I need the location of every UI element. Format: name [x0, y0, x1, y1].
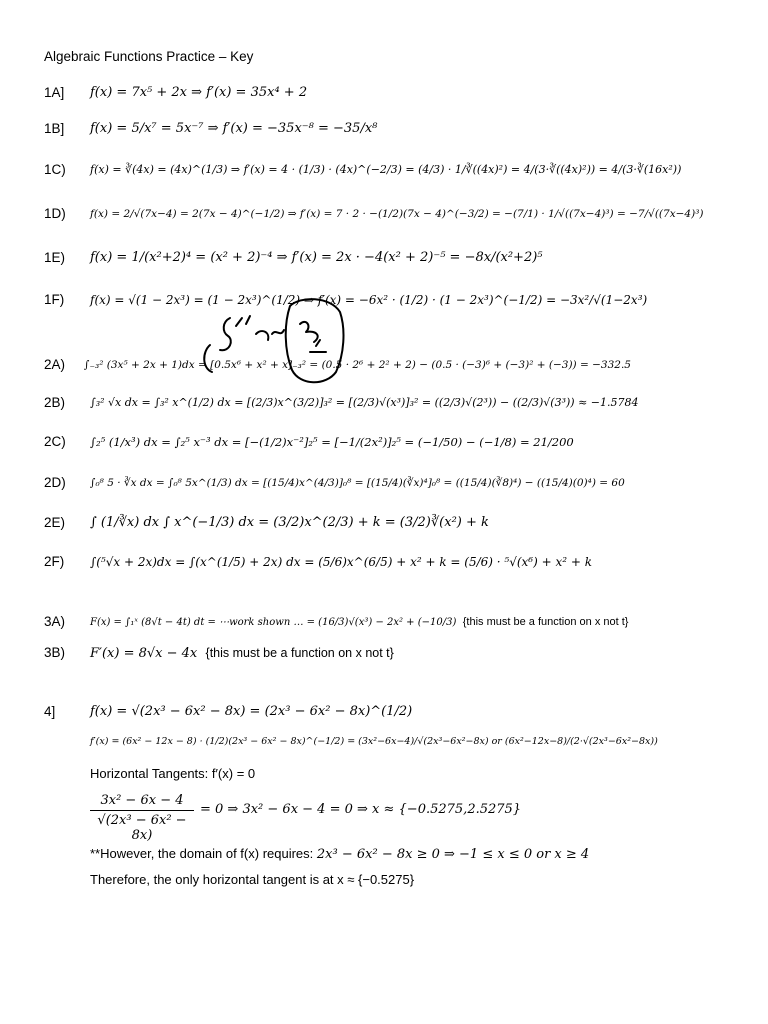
- problem-expression: f(x) = 5/x⁷ = 5x⁻⁷ ⇒ f′(x) = −35x⁻⁸ = −35/x⁸: [90, 121, 378, 136]
- problem-expression: ∫₀⁸ 5 · ∛x dx = ∫₀⁸ 5x^(1/3) dx = [(15/4)x^(4/3)]₀⁸ = [(15/4)(∛x)⁴]₀⁸ = ((15/4)(∛8)⁴) − ((15/4)(0)⁴) = 60: [90, 477, 625, 489]
- problem-label: 2F): [44, 554, 65, 569]
- q4-domain-math: 2x³ − 6x² − 8x ≥ 0 ⇒ −1 ≤ x ≤ 0 or x ≥ 4: [316, 847, 590, 862]
- problem-note: {this must be a function on x not t}: [205, 646, 394, 660]
- problem-expression: f(x) = 1/(x²+2)⁴ = (x² + 2)⁻⁴ ⇒ f′(x) = 2x · −4(x² + 2)⁻⁵ = −8x/(x²+2)⁵: [90, 250, 543, 265]
- q4-domain-line: [90, 846, 589, 862]
- q4-domain-text: **However, the domain of f(x) requires:: [90, 846, 314, 861]
- problem-label: 2D): [44, 475, 66, 490]
- problem-3a: [44, 607, 764, 637]
- problem-2d: [44, 468, 764, 498]
- problem-label: 1A]: [44, 85, 65, 100]
- problem-note: {this must be a function on x not t}: [462, 616, 629, 628]
- problem-2f: [44, 547, 764, 577]
- page-title: Algebraic Functions Practice – Key: [44, 49, 254, 64]
- problem-label: 2C): [44, 434, 66, 449]
- problem-label: 1C): [44, 162, 66, 177]
- problem-expression: ∫₋₃² (3x⁵ + 2x + 1)dx = [0.5x⁶ + x² + x]₋₃² = (0.5 · 2⁶ + 2² + 2) − (0.5 · (−3)⁶ + (−3)² + (−3)) = −332.5: [84, 359, 631, 371]
- problem-1a: [44, 78, 764, 108]
- problem-label: 3B): [44, 645, 66, 660]
- problem-expression: ∫₂⁵ (1/x³) dx = ∫₂⁵ x⁻³ dx = [−(1/2)x⁻²]₂⁵ = [−1/(2x²)]₂⁵ = (−1/50) − (−1/8) = 21/200: [90, 435, 574, 449]
- problem-label: 4]: [44, 704, 56, 719]
- problem-3b: [44, 638, 764, 668]
- q4-derivative: f′(x) = (6x² − 12x − 8) · (1/2)(2x³ − 6x² − 8x)^(−1/2) = (3x²−6x−4)/√(2x³−6x²−8x) or (6x²−12x−8)/(2·√(2x³−6x²−8x)): [90, 736, 658, 747]
- problem-1f: [44, 285, 764, 315]
- problem-expression: f(x) = 2/√(7x−4) = 2(7x − 4)^(−1/2) ⇒ f′(x) = 7 · 2 · −(1/2)(7x − 4)^(−3/2) = −(7/1) · 1/√((7x−4)³) = −7/√((7x−4)³): [90, 208, 704, 220]
- problem-label: 1D): [44, 206, 66, 221]
- problem-2c: [44, 427, 764, 457]
- problem-label: 2A): [44, 357, 66, 372]
- problem-expression: f(x) = 7x⁵ + 2x ⇒ f′(x) = 35x⁴ + 2: [90, 85, 308, 100]
- problem-1e: [44, 243, 764, 273]
- scribble-dx: [256, 330, 284, 340]
- q4-fraction: [90, 793, 194, 843]
- q4-fraction-numerator: 3x² − 6x − 4: [100, 793, 184, 808]
- problem-expression-text: F′(x) = 8√x − 4x: [90, 646, 198, 661]
- problem-4: [44, 697, 764, 727]
- problem-1d: [44, 199, 764, 229]
- problem-2e: [44, 508, 764, 538]
- problem-expression: ∫ (1/∛x) dx ∫ x^(−1/3) dx = (3/2)x^(2/3) + k = (3/2)∛(x²) + k: [90, 515, 489, 530]
- q4-fraction-denominator: √(2x³ − 6x² − 8x): [97, 813, 187, 843]
- scribble-inner: [300, 322, 326, 352]
- problem-expression: f(x) = ∛(4x) = (4x)^(1/3) ⇒ f′(x) = 4 · (1/3) · (4x)^(−2/3) = (4/3) · 1/∛((4x)²) = 4/(3·∛((4x)²)) = 4/(3·∛(16x²)): [90, 163, 682, 176]
- problem-expression: ∫(⁵√x + 2x)dx = ∫(x^(1/5) + 2x) dx = (5/6)x^(6/5) + x² + k = (5/6) · ⁵√(x⁶) + x² + k: [90, 555, 593, 569]
- scribble-exponent: [236, 316, 250, 326]
- problem-2b: [44, 388, 764, 418]
- problem-label: 1E): [44, 250, 66, 265]
- problem-expression: f(x) = √(2x³ − 6x² − 8x) = (2x³ − 6x² − 8x)^(1/2): [90, 704, 413, 719]
- problem-2a: [44, 350, 764, 380]
- problem-expression: [90, 638, 394, 669]
- problem-expression: f(x) = √(1 − 2x³) = (1 − 2x³)^(1/2) ⇒ f′(x) = −6x² · (1/2) · (1 − 2x³)^(−1/2) = −3x²/√(1−2x³): [90, 293, 648, 307]
- problem-1c: [44, 155, 764, 185]
- problem-label: 2B): [44, 395, 66, 410]
- q4-conclusion: Therefore, the only horizontal tangent is at x ≈ {−0.5275}: [90, 872, 415, 887]
- q4-solve: = 0 ⇒ 3x² − 6x − 4 = 0 ⇒ x ≈ {−0.5275,2.5275}: [200, 802, 522, 817]
- problem-label: 1B]: [44, 121, 65, 136]
- problem-label: 2E): [44, 515, 66, 530]
- q4-horizontal-tangents: Horizontal Tangents: f′(x) = 0: [90, 766, 256, 781]
- problem-expression: [90, 607, 628, 638]
- problem-expression-text: F(x) = ∫₁ˣ (8√t − 4t) dt = ⋯work shown … = (16/3)√(x³) − 2x² + (−10/3): [90, 617, 457, 628]
- scribble-integral: [220, 318, 231, 350]
- problem-expression: ∫₃² √x dx = ∫₃² x^(1/2) dx = [(2/3)x^(3/2)]₃² = [(2/3)√(x³)]₃² = ((2/3)√(2³)) − ((2/3)√(3³)) ≈ −1.5784: [90, 396, 639, 409]
- problem-label: 1F): [44, 292, 65, 307]
- problem-label: 3A): [44, 614, 66, 629]
- problem-1b: [44, 114, 764, 144]
